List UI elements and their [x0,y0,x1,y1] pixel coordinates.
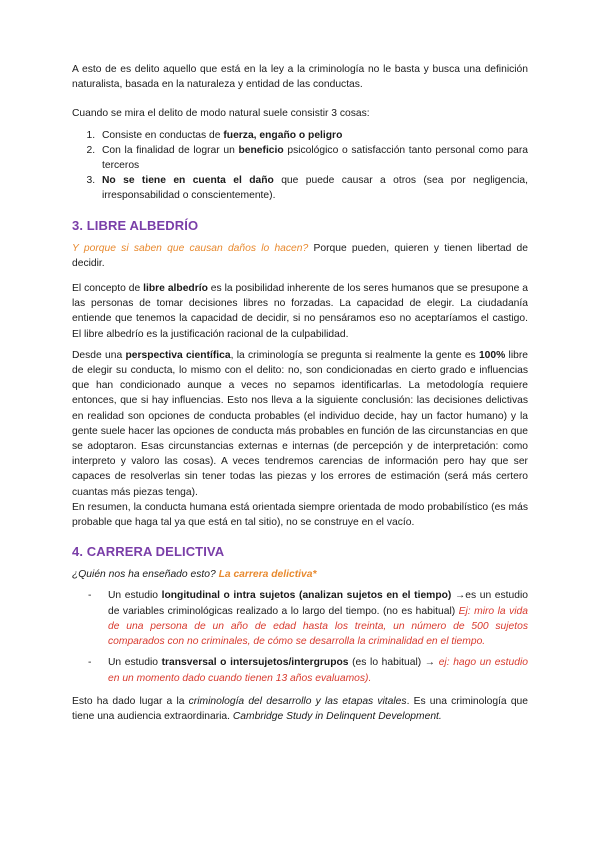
dash-bullet: - [88,590,92,602]
section4-closing: Esto ha dado lugar a la criminología del desarrollo y las etapas vitales. Es una criminología que tiene una audiencia extraordinaria. Cambridge Study in Delinquent Development. [72,695,528,722]
example-text: ej: hago un estudio en un momento dado cuando tienen 13 años evaluamos). [108,657,528,684]
dash-bullet: - [88,657,92,669]
document-page [72,62,528,724]
section3-paragraph-2: Desde una perspectiva científica, la criminología se pregunta si realmente la gente es 100% libre de elegir su conducta, lo mismo con el delito: no, son condicionadas en cierto grado e influencias que han condicionado aunque a veces no sepamos identificarlas. La metodología requiere entonces, que si hay influencias. Esto nos lleva a la siguiente conclusión: las decisiones delictivas en realidad son opciones de conducta probables (el individuo decide, hay un factor humano) y la gente suele hacer las opciones de conducta más probables en función de las circunstancias en que se adoptaron. Esas circunstancias externas e internas (de percepción y de interpretación: como interpreto y valoro las cosas). A veces tendremos carencias de información pero hay que ser capaces de resolverlas sin tener todas las piezas y los errores de estimación (será más certero cuantas más piezas tenga). [72,349,529,498]
list-item: - Un estudio transversal o intersujetos/intergrupos (es lo habitual) → ej: hago un estudio en un momento dado cuando tienen 13 años evaluamos). [88,657,528,684]
section-heading-libre-albedrio: 3. LIBRE ALBEDRÍO [72,217,199,233]
study-types-list [72,588,528,685]
crime-features-list [72,128,528,204]
section-heading-carrera-delictiva: 4. CARRERA DELICTIVA [72,544,225,560]
section3-question: Y porque si saben que causan daños lo hacen? Porque pueden, quieren y tienen libertad de decidir. [72,242,529,269]
list-item: 1. Consiste en conductas de fuerza, engaño o peligro [98,128,528,143]
list-item: 3. No se tiene en cuenta el daño que puede causar a otros (sea por negligencia, irresponsabilidad o conscientemente). [98,173,528,203]
intro-lead: Cuando se mira el delito de modo natural suele consistir 3 cosas: [72,108,370,120]
section4-question: ¿Quién nos ha enseñado esto? La carrera delictiva* [72,569,317,581]
intro-paragraph: A esto de es delito aquello que está en la ley a la criminología no le basta y busca una definición naturalista, basada en la naturaleza y entidad de las conductas. [72,64,528,91]
example-text: Ej: miro la vida de una persona de un año de edad hasta los treinta, un número de 500 sujetos comparados con no criminales, de cómo se desarrolla la criminalidad en el tiempo. [108,605,528,648]
section3-paragraph-1: El concepto de libre albedrío es la posibilidad inherente de los seres humanos que se presupone a las personas de tomar decisiones libres no forzadas. La capacidad de elegir. La ciudadanía entiende que tenemos la capacidad de decidir, si no pensáramos eso no aceptaríamos el castigo. El libre albedrío es la justificación racional de la culpabilidad. [72,283,528,340]
section3-paragraph-3: En resumen, la conducta humana está orientada siempre orientada de modo probabilístico (es más probable que haga tal ya que está en tal sitio), no se construye en el vacío. [72,501,528,529]
list-item: - Un estudio longitudinal o intra sujetos (analizan sujetos en el tiempo) →es un estudio de variables criminológicas realizado a lo largo del tiempo. (no es habitual) Ej: miro la vida de una persona de un año de edad hasta los treinta, un número de 500 sujetos comparados con no criminales, de cómo se desarrolla la criminalidad en el tiempo. [88,590,528,648]
list-item: 2. Con la finalidad de lograr un beneficio psicológico o satisfacción tanto personal como para terceros [98,143,528,173]
